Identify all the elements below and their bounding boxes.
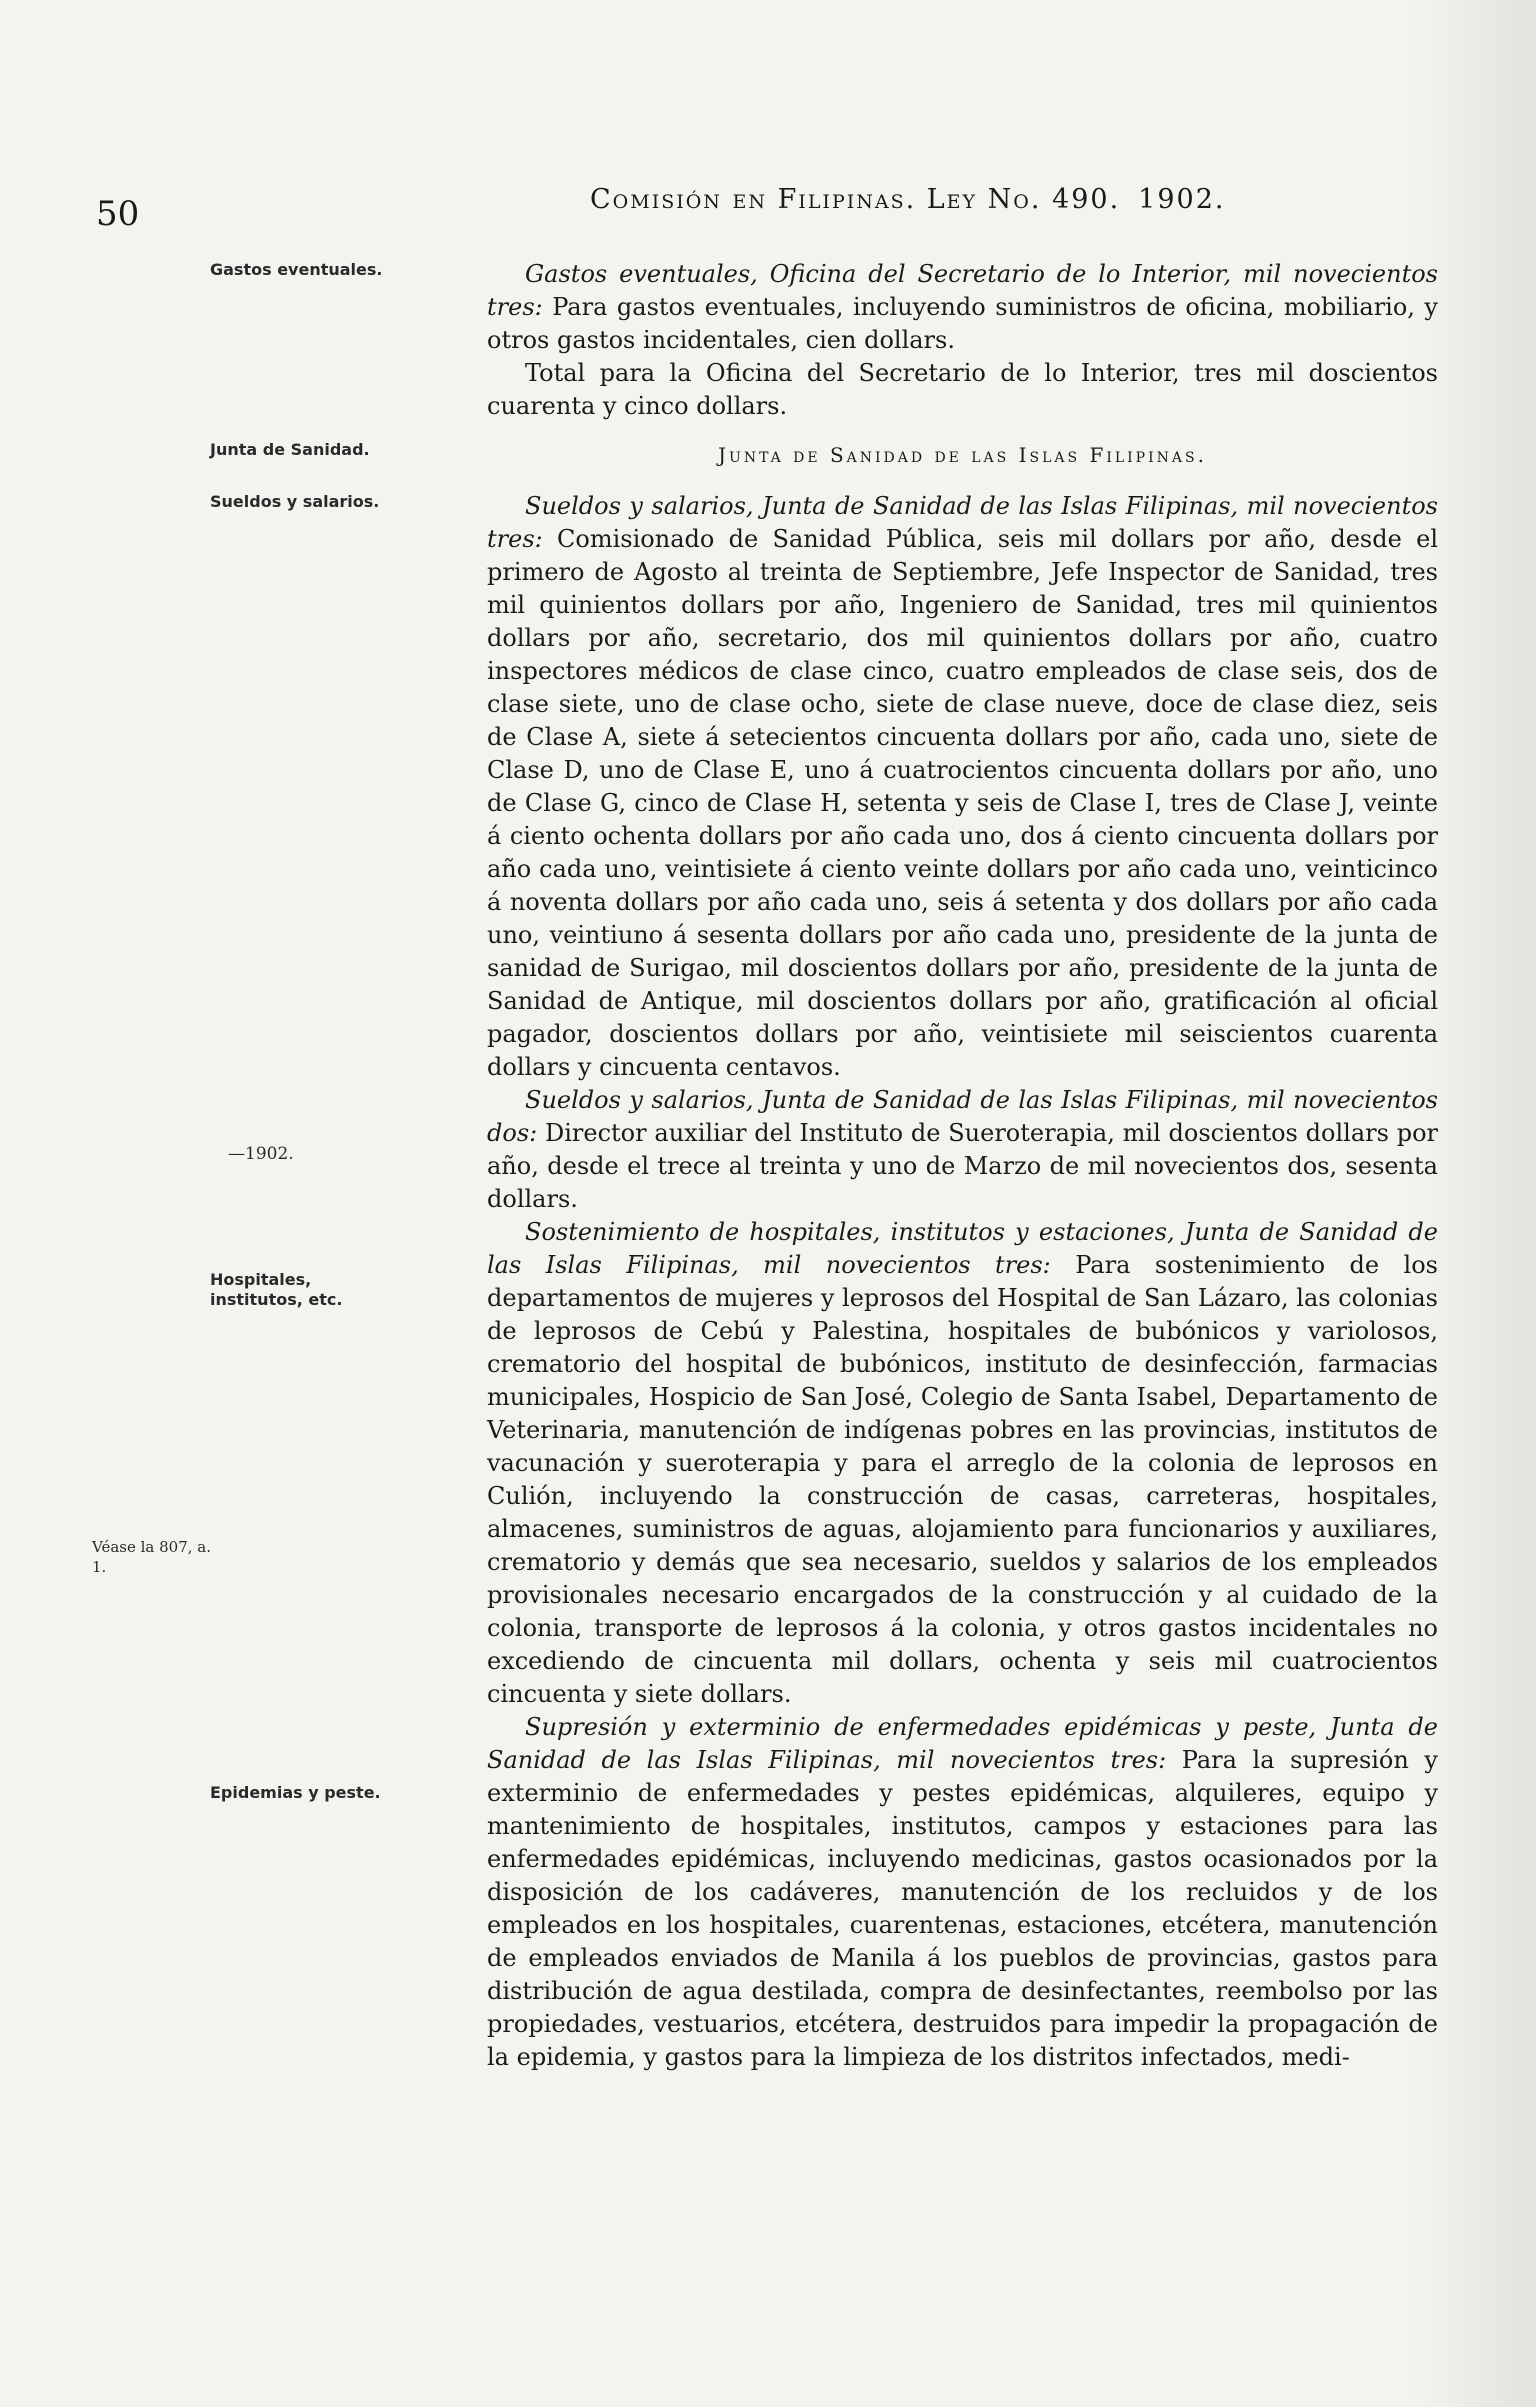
paragraph-total-oficina [487, 357, 1438, 423]
paragraph-text: Para la supresión y exterminio de enfermedades y pestes epidémicas, alquileres, equipo y mantenimiento de hospitales, institutos, campos y estaciones para las enfermedades epidémicas, incluyendo medicinas, gastos ocasionados por la disposición de los cadáveres, manutención de los recluidos y de los empleados en los hospitales, cuarentenas, estaciones, etcétera, manutención de empleados enviados de Manila á los pueblos de provincias, gastos para distribución de agua destilada, compra de desinfectantes, reembolso por las propiedades, vestuarios, etcétera, destruidos para impedir la propagación de la epidemia, y gastos para la limpieza de los distritos infectados, medi- [487, 1746, 1438, 2071]
margin-note-vease: Véase la 807, a. 1. [92, 1538, 212, 1576]
paragraph-sueldos-1902 [487, 1084, 1438, 1216]
paragraph-gastos-eventuales [487, 258, 1438, 357]
paragraph-text: Para gastos eventuales, incluyendo suministros de oficina, mobiliario, y otros gastos incidentales, cien dollars. [487, 293, 1438, 354]
margin-note-hospitales: Hospitales, institutos, etc. [210, 1270, 343, 1309]
body-block-junta-sanidad [487, 490, 1438, 2074]
margin-note-gastos-eventuales: Gastos eventuales. [210, 260, 383, 279]
paragraph-lead: Sueldos y salarios, Junta de Sanidad de las Islas Filipinas, mil novecientos dos: [487, 1086, 1438, 1147]
margin-note-junta-de-sanidad: Junta de Sanidad. [210, 440, 370, 459]
margin-note-sueldos-y-salarios: Sueldos y salarios. [210, 492, 380, 511]
paragraph-sueldos-1903 [487, 490, 1438, 1084]
margin-note-epidemias: Epidemias y peste. [210, 1783, 381, 1802]
paragraph-text: Para sostenimiento de los departamentos de mujeres y leprosos del Hospital de San Lázaro, las colonias de leprosos de Cebú y Palestina, hospitales de bubónicos y variolosos, crematorio del hospital de bubónicos, instituto de desinfección, farmacias municipales, Hospicio de San José, Colegio de Santa Isabel, Departamento de Veterinaria, manutención de indígenas pobres en las provincias, institutos de vacunación y sueroterapia y para el arreglo de la colonia de leprosos en Culión, incluyendo la construcción de casas, carreteras, hospitales, almacenes, suministros de aguas, alojamiento para funcionarios y auxiliares, crematorio y demás que sea necesario, sueldos y salarios de los empleados provisionales necesario encargados de la construcción y al cuidado de la colonia, transporte de leprosos á la colonia, y otros gastos incidentales no excediendo de cincuenta mil dollars, ochenta y seis mil cuatrocientos cincuenta y siete dollars. [487, 1251, 1438, 1708]
section-heading: Junta de Sanidad de las Islas Filipinas. [718, 443, 1207, 467]
running-header [590, 184, 1225, 215]
paragraph-hospitales [487, 1216, 1438, 1711]
paragraph-epidemias [487, 1711, 1438, 2074]
margin-note-year-1902: —1902. [228, 1144, 294, 1164]
body-block-oficina-interior [487, 258, 1438, 423]
paragraph-lead: Supresión y exterminio de enfermedades epidémicas y peste, Junta de Sanidad de las Islas Filipinas, mil novecientos tres: [487, 1713, 1438, 1774]
running-title: Comisión en Filipinas. Ley No. 490. [590, 184, 1121, 215]
paragraph-lead: Sueldos y salarios, Junta de Sanidad de las Islas Filipinas, mil novecientos tres: [487, 492, 1438, 553]
running-header-year: 1902. [1138, 184, 1226, 215]
paragraph-text: Director auxiliar del Instituto de Sueroterapia, mil doscientos dollars por año, desde el trece al treinta y uno de Marzo de mil novecientos dos, sesenta dollars. [487, 1119, 1438, 1213]
paragraph-text: Total para la Oficina del Secretario de lo Interior, tres mil doscientos cuarenta y cinco dollars. [487, 359, 1438, 420]
page-number: 50 [96, 194, 140, 234]
paragraph-lead: Gastos eventuales, Oficina del Secretario de lo Interior, mil novecientos tres: [487, 260, 1438, 321]
paragraph-lead: Sostenimiento de hospitales, institutos y estaciones, Junta de Sanidad de las Islas Filipinas, mil novecientos tres: [487, 1218, 1438, 1279]
paragraph-text: Comisionado de Sanidad Pública, seis mil dollars por año, desde el primero de Agosto al treinta de Septiembre, Jefe Inspector de Sanidad, tres mil quinientos dollars por año, Ingeniero de Sanidad, tres mil quinientos dollars por año, secretario, dos mil quinientos dollars por año, cuatro inspectores médicos de clase cinco, cuatro empleados de clase seis, dos de clase siete, uno de clase ocho, siete de clase nueve, doce de clase diez, seis de Clase A, siete á setecientos cincuenta dollars por año, cada uno, siete de Clase D, uno de Clase E, uno á cuatrocientos cincuenta dollars por año, uno de Clase G, cinco de Clase H, setenta y seis de Clase I, tres de Clase J, veinte á ciento ochenta dollars por año cada uno, dos á ciento cincuenta dollars por año cada uno, veintisiete á ciento veinte dollars por año cada uno, veinticinco á noventa dollars por año cada uno, seis á setenta y dos dollars por año cada uno, veintiuno á sesenta dollars por año cada uno, presidente de la junta de sanidad de Surigao, mil doscientos dollars por año, presidente de la junta de Sanidad de Antique, mil doscientos dollars por año, gratificación al oficial pagador, doscientos dollars por año, veintisiete mil seiscientos cuarenta dollars y cincuenta centavos. [487, 525, 1438, 1081]
